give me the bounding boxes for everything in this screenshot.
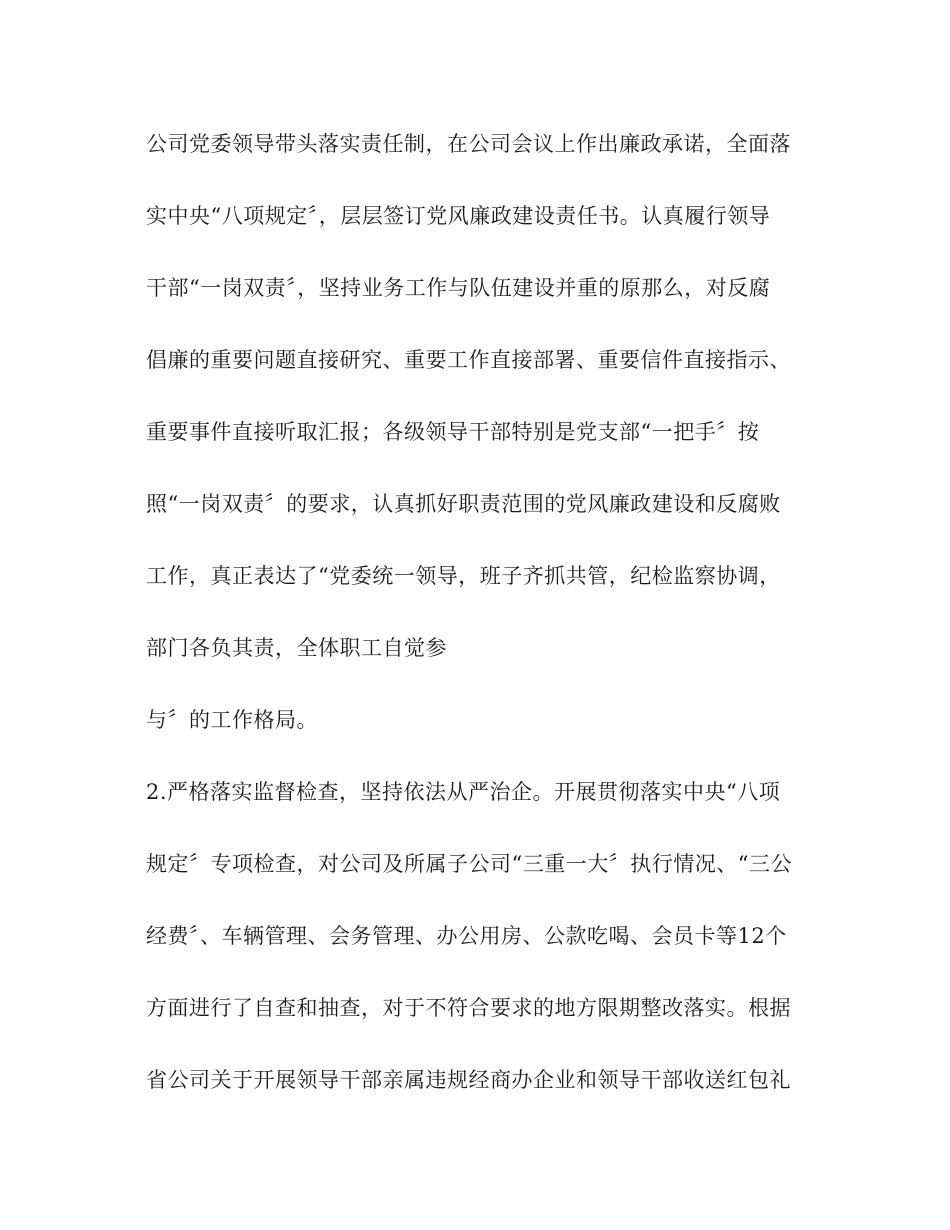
text-line: 规定〞专项检查，对公司及所属子公司“三重一大〞执行情况、“三公 [146,852,792,876]
text-line: 与〞的工作格局。 [146,708,318,732]
text-line: 省公司关于开展领导干部亲属违规经商办企业和领导干部收送红包礼 [146,1068,791,1092]
text-line: 倡廉的重要问题直接研究、重要工作直接部署、重要信件直接指示、 [146,348,791,372]
text-line: 干部“一岗双责〞，坚持业务工作与队伍建设并重的原那么，对反腐 [146,276,771,300]
text-line: 照“一岗双责〞的要求，认真抓好职责范围的党风廉政建设和反腐败 [146,492,781,516]
text-line: 工作，真正表达了“党委统一领导，班子齐抓共管，纪检监察协调， [146,564,781,588]
text-line: 经费〞、车辆管理、会务管理、办公用房、公款吃喝、会员卡等12个 [146,924,787,948]
text-line: 实中央“八项规定〞，层层签订党风廉政建设责任书。认真履行领导 [146,204,771,228]
text-line: 2.严格落实监督检查，坚持依法从严治企。开展贯彻落实中央“八项 [146,780,781,804]
text-line: 方面进行了自查和抽查，对于不符合要求的地方限期整改落实。根据 [146,996,791,1020]
text-line: 重要事件直接听取汇报；各级领导干部特别是党支部“一把手〞按 [146,420,760,444]
text-line: 公司党委领导带头落实责任制，在公司会议上作出廉政承诺，全面落 [146,132,791,156]
text-line: 部门各负其责，全体职工自觉参 [146,636,447,660]
